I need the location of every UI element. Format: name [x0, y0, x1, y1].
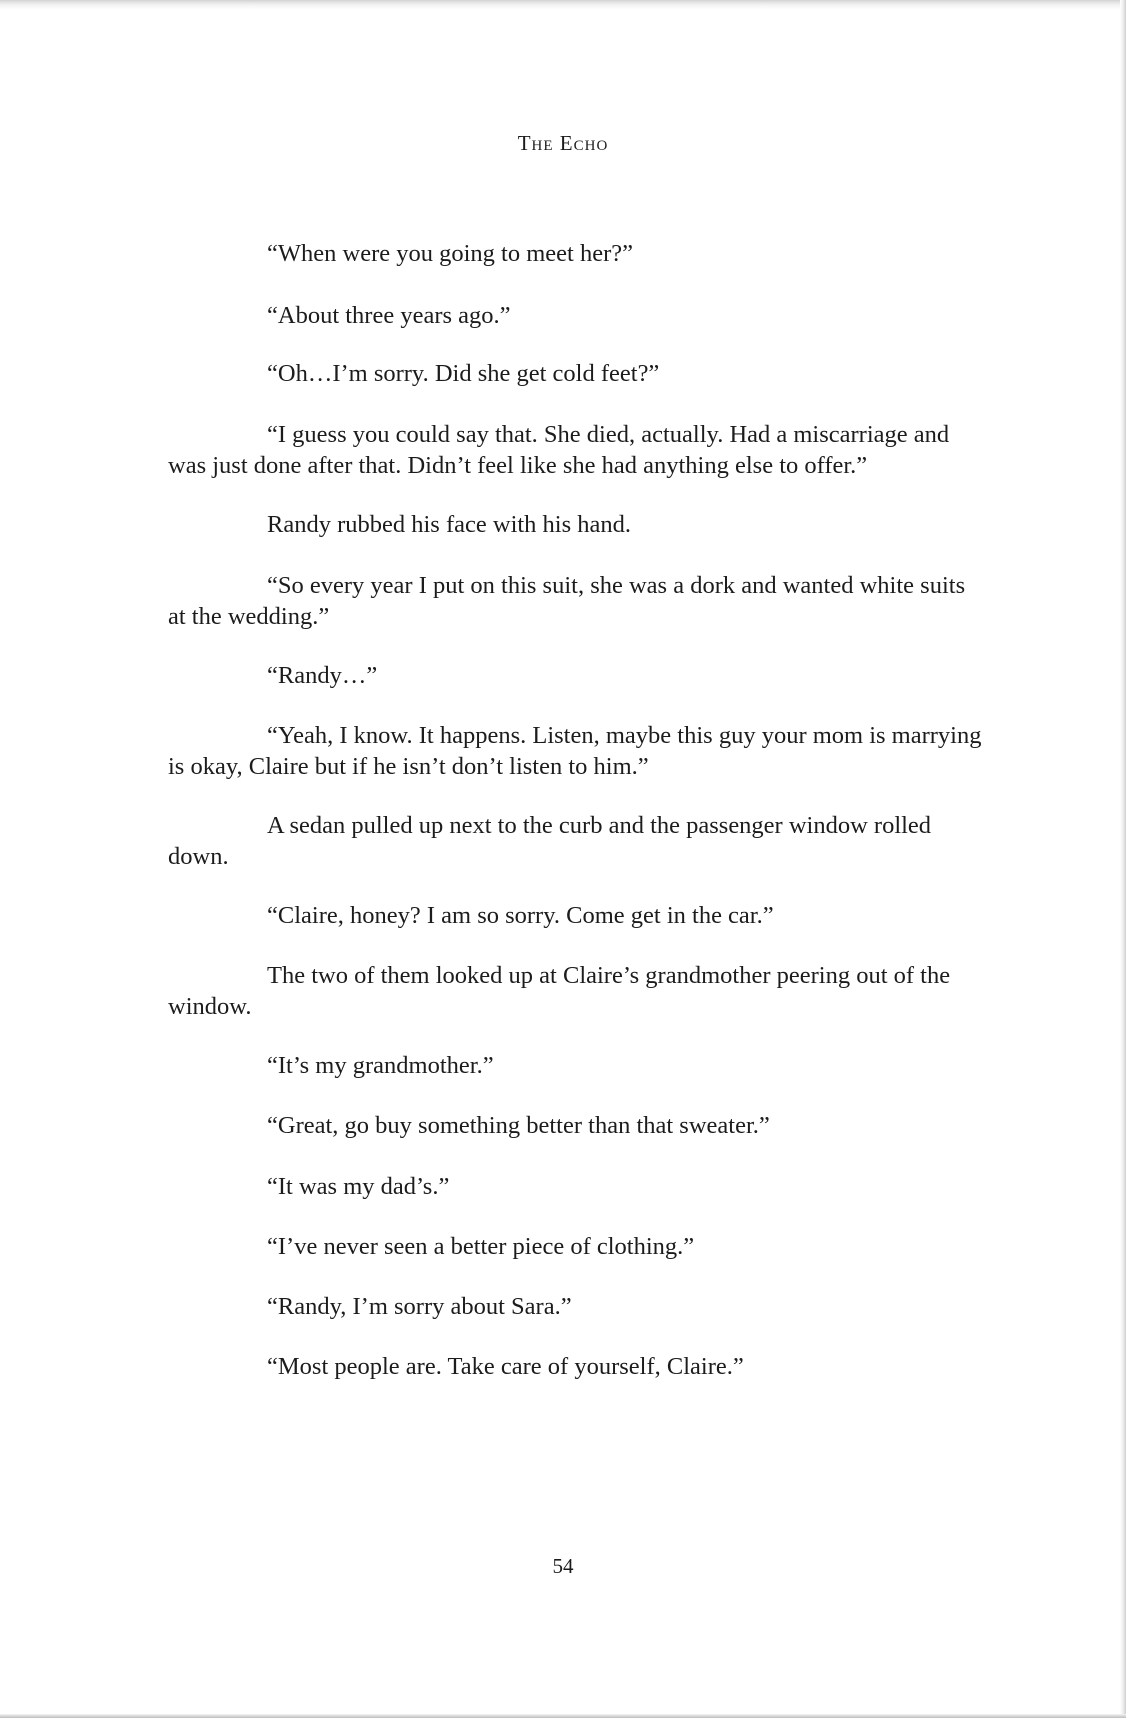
- paragraph: “So every year I put on this suit, she was a dork and wanted white suits at the wedding.”: [168, 572, 966, 630]
- paragraph: Randy rubbed his face with his hand.: [267, 511, 632, 538]
- paragraph: “Randy, I’m sorry about Sara.”: [267, 1293, 572, 1320]
- paragraph: “Yeah, I know. It happens. Listen, maybe this guy your mom is marrying is okay, Claire but if he isn’t don’t listen to him.”: [168, 722, 982, 780]
- paragraph: “Oh…I’m sorry. Did she get cold feet?”: [267, 360, 660, 387]
- paragraph: “About three years ago.”: [267, 302, 511, 329]
- running-head: The Echo: [517, 131, 609, 155]
- paragraph: “Claire, honey? I am so sorry. Come get in the car.”: [267, 902, 774, 929]
- paragraph: “When were you going to meet her?”: [267, 240, 633, 267]
- paragraph: “Randy…”: [267, 662, 378, 689]
- paragraph: “Most people are. Take care of yourself, Claire.”: [267, 1353, 744, 1380]
- paragraph: “It was my dad’s.”: [267, 1173, 450, 1200]
- scan-right-edge: [1120, 0, 1126, 1718]
- page-number: 54: [552, 1554, 574, 1578]
- paragraph: “I’ve never seen a better piece of clothing.”: [267, 1233, 695, 1260]
- paragraph: “I guess you could say that. She died, actually. Had a miscarriage and was just done after that. Didn’t feel like she had anything else to offer.”: [168, 421, 950, 479]
- paragraph: “It’s my grandmother.”: [267, 1052, 494, 1079]
- paragraph: The two of them looked up at Claire’s grandmother peering out of the window.: [168, 962, 951, 1020]
- page-body: [168, 238, 988, 1382]
- scan-bottom-edge: [0, 1714, 1126, 1718]
- scan-top-edge: [0, 0, 1126, 10]
- paragraph: A sedan pulled up next to the curb and the passenger window rolled down.: [168, 812, 932, 870]
- paragraph: “Great, go buy something better than that sweater.”: [267, 1112, 770, 1139]
